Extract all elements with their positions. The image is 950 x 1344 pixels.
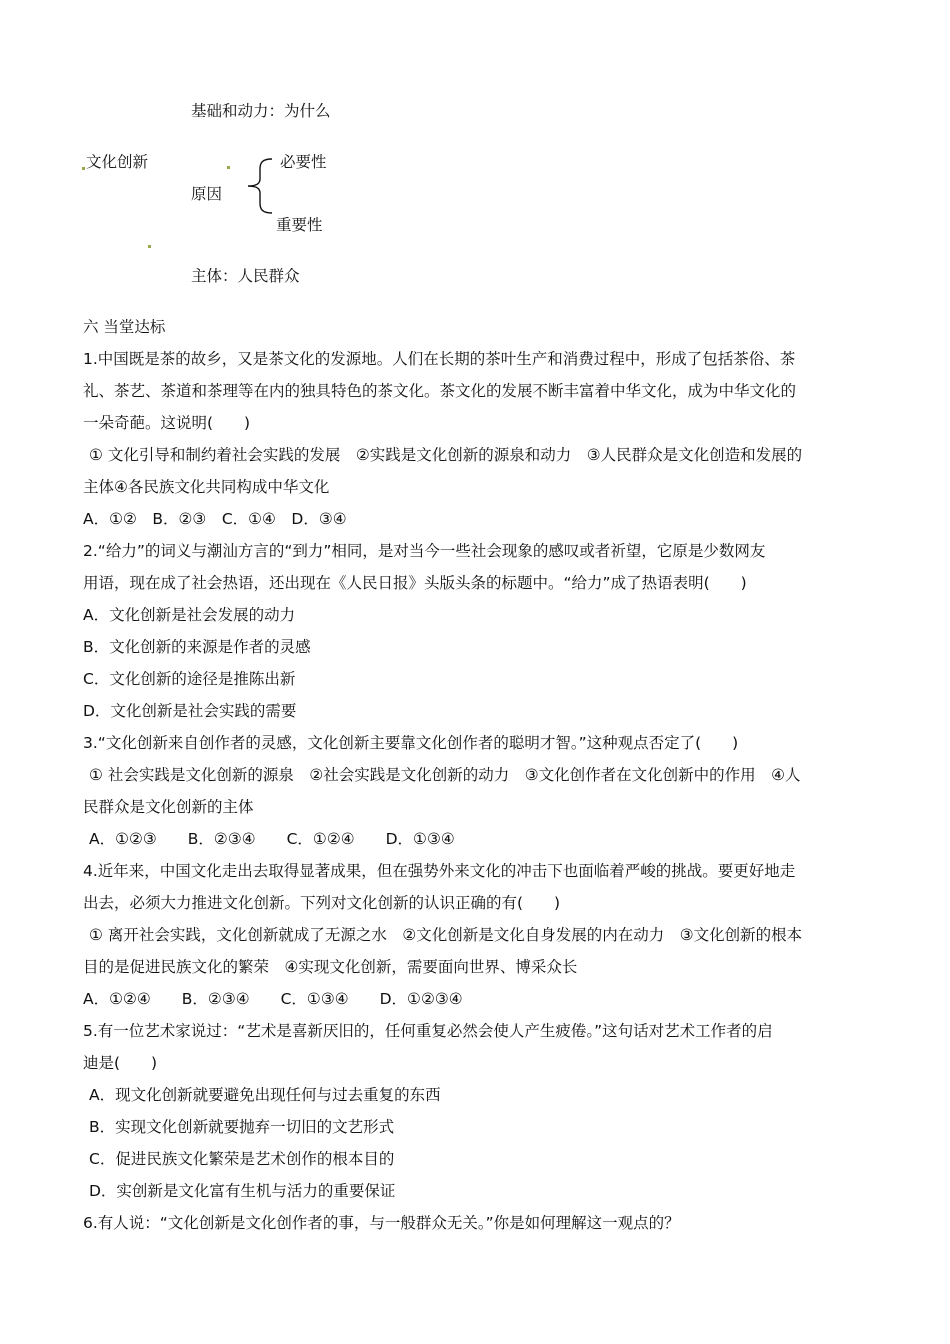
q1-line1: 1.中国既是茶的故乡，又是茶文化的发源地。人们在长期的茶叶生产和消费过程中，形成了包括茶俗、茶 xyxy=(83,350,796,368)
q5-line1: 5.有一位艺术家说过：“艺术是喜新厌旧的，任何重复必然会使人产生疲倦。”这句话对艺术工作者的启 xyxy=(83,1022,773,1040)
q3-line1: 3.“文化创新来自创作者的灵感，文化创新主要靠文化创作者的聪明才智。”这种观点否定了( ) xyxy=(83,734,739,752)
outline-root: 文化创新 xyxy=(86,153,149,171)
q1-line2: 礼、茶艺、茶道和茶理等在内的独具特色的茶文化。茶文化的发展不断丰富着中华文化，成为中华文化的 xyxy=(83,382,797,400)
q1-line3: 一朵奇葩。这说明( ) xyxy=(83,414,251,432)
outline-reason: 原因 xyxy=(191,185,223,203)
outline-importance: 重要性 xyxy=(276,216,323,234)
brace-icon xyxy=(244,157,274,215)
q1-options-line2: 主体④各民族文化共同构成中华文化 xyxy=(83,478,330,496)
q1-options-line1: ① 文化引导和制约着社会实践的发展 ②实践是文化创新的源泉和动力 ③人民群众是文化创造和发展的 xyxy=(89,446,803,464)
q2-option-b: B．文化创新的来源是作者的灵感 xyxy=(83,638,311,656)
q2-option-d: D．文化创新是社会实践的需要 xyxy=(83,702,297,720)
q2-line1: 2.“给力”的词义与潮汕方言的“到力”相同，是对当今一些社会现象的感叹或者祈望，它原是少数网友 xyxy=(83,542,766,560)
q5-option-c: C．促进民族文化繁荣是艺术创作的根本目的 xyxy=(89,1150,395,1168)
q5-option-b: B．实现文化创新就要抛弃一切旧的文艺形式 xyxy=(89,1118,395,1136)
q3-options-line1: ① 社会实践是文化创新的源泉 ②社会实践是文化创新的动力 ③文化创作者在文化创新中的作用 ④人 xyxy=(89,766,801,784)
q4-options-line1: ① 离开社会实践，文化创新就成了无源之水 ②文化创新是文化自身发展的内在动力 ③文化创新的根本 xyxy=(89,926,803,944)
outline-necessity: 必要性 xyxy=(280,153,327,171)
q1-answers: A．①② B．②③ C．①④ D．③④ xyxy=(83,510,347,528)
q2-line2: 用语，现在成了社会热语，还出现在《人民日报》头版头条的标题中。“给力”成了热语表明( ) xyxy=(83,574,747,592)
speck-mark xyxy=(148,245,151,248)
section-title: 六 当堂达标 xyxy=(83,318,166,336)
q4-options-line2: 目的是促进民族文化的繁荣 ④实现文化创新，需要面向世界、博采众长 xyxy=(83,958,578,976)
q5-option-d: D．实创新是文化富有生机与活力的重要保证 xyxy=(89,1182,396,1200)
q3-options-line2: 民群众是文化创新的主体 xyxy=(83,798,254,816)
q4-line2: 出去，必须大力推进文化创新。下列对文化创新的认识正确的有( ) xyxy=(83,894,561,912)
speck-mark xyxy=(227,166,230,169)
speck-mark xyxy=(82,167,85,170)
q3-answers: A．①②③ B．②③④ C．①②④ D．①③④ xyxy=(89,830,455,848)
q5-line2: 迪是( ) xyxy=(83,1054,158,1072)
q6-line1: 6.有人说：“文化创新是文化创作者的事，与一般群众无关。”你是如何理解这一观点的？ xyxy=(83,1214,680,1232)
outline-basis: 基础和动力：为什么 xyxy=(191,102,331,120)
q4-line1: 4.近年来，中国文化走出去取得显著成果，但在强势外来文化的冲击下也面临着严峻的挑战。要更好地走 xyxy=(83,862,796,880)
q5-option-a: A．现文化创新就要避免出现任何与过去重复的东西 xyxy=(89,1086,441,1104)
q4-answers: A．①②④ B．②③④ C．①③④ D．①②③④ xyxy=(83,990,463,1008)
q2-option-c: C．文化创新的途径是推陈出新 xyxy=(83,670,296,688)
outline-subject: 主体：人民群众 xyxy=(191,267,300,285)
q2-option-a: A．文化创新是社会发展的动力 xyxy=(83,606,296,624)
